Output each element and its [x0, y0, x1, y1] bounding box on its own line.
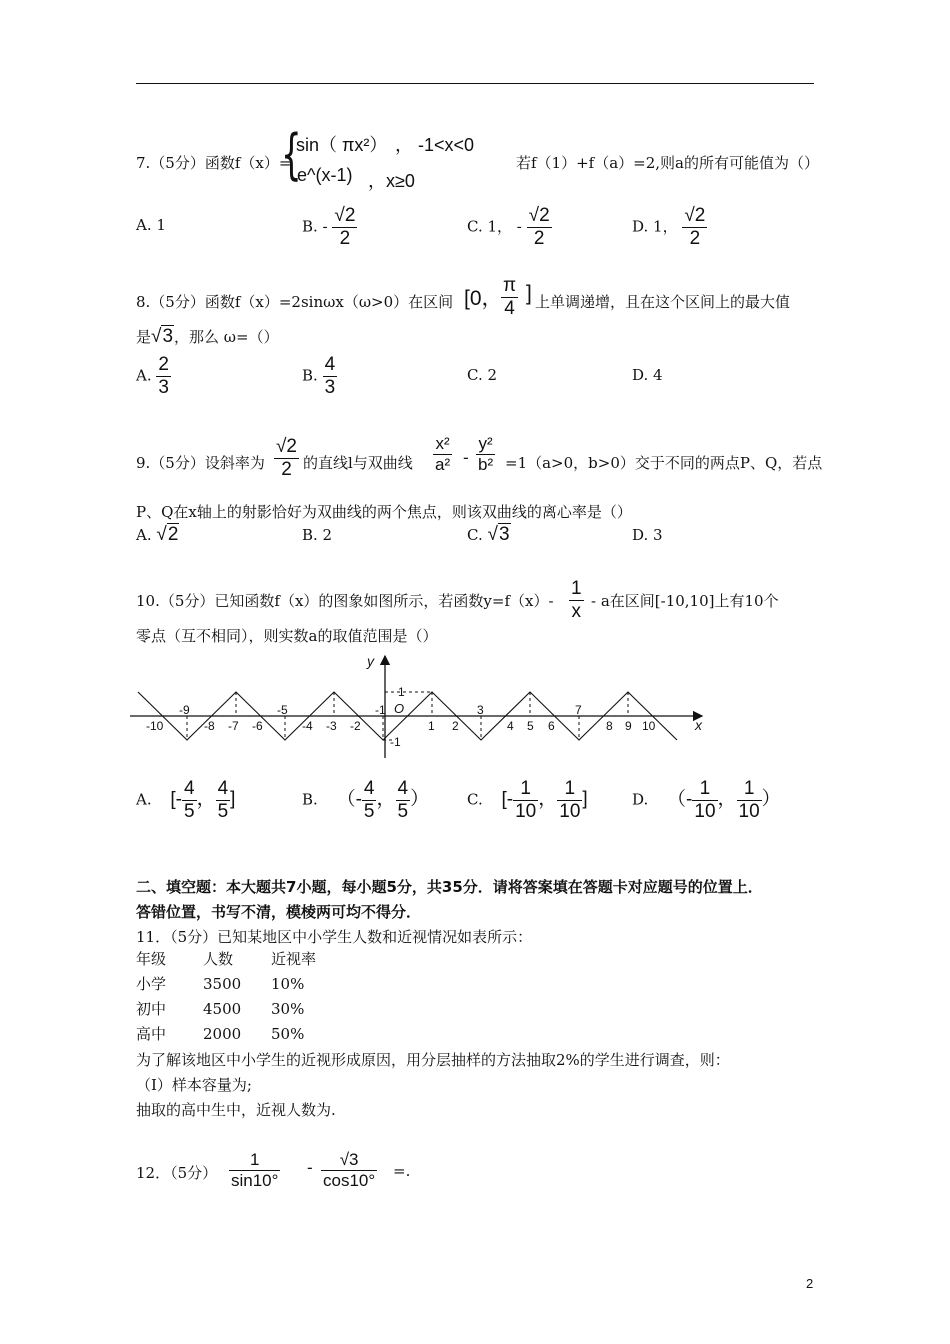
- table-cell: 2000: [203, 1024, 242, 1043]
- denominator: 10: [694, 801, 716, 822]
- table-row: [136, 996, 351, 1021]
- x-axis-label: x: [695, 717, 702, 733]
- bracket: ）: [761, 788, 781, 810]
- q8-interval-right: ]: [526, 282, 532, 305]
- denominator: a²: [435, 455, 451, 474]
- table-row: [136, 1021, 351, 1046]
- tick-label: -10: [146, 719, 164, 733]
- tick-label: 5: [527, 719, 534, 733]
- option-label: B. -: [302, 217, 328, 236]
- separator: ，: [376, 788, 396, 810]
- option-label: B.: [302, 366, 318, 385]
- q7-case1-cond: ， -1<x<0: [395, 135, 475, 155]
- fraction: [527, 205, 552, 250]
- numerator: 1: [520, 778, 531, 799]
- option-label: D. 1，: [632, 217, 678, 236]
- table-header: 近视率: [271, 950, 317, 968]
- table-header-row: [136, 946, 351, 971]
- q8-line2: [136, 326, 279, 348]
- section-2-line2: 答错位置，书写不清，模棱两可均不得分．: [136, 903, 422, 921]
- q10-stem-suffix: - a在区间[-10,10]上有10个: [591, 592, 779, 610]
- table-cell: 小学: [136, 975, 167, 993]
- tick-label: -6: [252, 719, 263, 733]
- fraction: [156, 354, 171, 399]
- denominator: 4: [501, 297, 518, 320]
- tick-label: 6: [548, 719, 555, 733]
- q9-option-d: D. 3: [632, 526, 663, 544]
- q8-option-d: D. 4: [632, 366, 663, 384]
- denominator: x: [569, 600, 584, 623]
- q7-option-d: [632, 205, 707, 250]
- tick-label: 1: [428, 719, 435, 733]
- tick-label: -3: [326, 719, 337, 733]
- numerator: 4: [363, 778, 375, 799]
- fraction: [692, 778, 717, 823]
- q11-stem: 11．（5分）已知某地区中小学生人数和近视情况如表所示：: [136, 928, 533, 946]
- option-label: A.: [136, 526, 152, 544]
- numerator: √2: [528, 205, 550, 226]
- denominator: 2: [274, 458, 299, 481]
- q10-option-d: [632, 778, 781, 823]
- q9-option-c: [467, 524, 511, 546]
- fraction: [323, 354, 338, 399]
- q9-y-fraction: [476, 434, 495, 475]
- numerator: 4: [397, 778, 409, 799]
- tick-label: 7: [575, 703, 582, 717]
- separator: ，: [717, 788, 737, 810]
- numerator: 2: [158, 354, 169, 375]
- q11-line-c: 抽取的高中生中，近视人数为.: [136, 1101, 336, 1119]
- fraction: [216, 778, 231, 823]
- tick-label: -9: [179, 703, 190, 717]
- fraction: [362, 778, 377, 823]
- text: ，那么 ω=（）: [174, 328, 279, 346]
- denominator: sin10°: [231, 1171, 279, 1190]
- table-cell: 3500: [203, 974, 242, 993]
- fraction: [513, 778, 538, 823]
- tick-label: 2: [452, 719, 459, 733]
- table-cell: 4500: [203, 999, 242, 1018]
- q10-stem-prefix: 10.（5分）已知函数f（x）的图象如图所示，若函数y=f（x）-: [136, 592, 554, 610]
- tick-label: -1: [375, 703, 386, 717]
- q12-prefix: 12．（5分）: [136, 1164, 218, 1182]
- numerator: 1: [699, 778, 711, 799]
- q10-graph: [130, 650, 710, 760]
- section-2-line1: 二、填空题：本大题共7小题，每小题5分，共35分．请将答案填在答题卡对应题号的位置上．: [136, 878, 763, 896]
- q7-brace: {: [281, 123, 302, 186]
- denominator: 10: [559, 801, 581, 822]
- q7-stem-prefix: 7.（5分）函数f（x）=: [136, 154, 292, 172]
- q12-fraction-1: [229, 1150, 280, 1191]
- tick-label: -7: [228, 719, 239, 733]
- q9-option-a: [136, 524, 179, 546]
- denominator: 10: [515, 801, 537, 822]
- bracket: [-: [170, 788, 182, 810]
- fraction: [332, 205, 357, 250]
- option-label: C. 1， -: [467, 217, 522, 236]
- denominator: cos10°: [323, 1171, 376, 1190]
- sqrt: √3: [151, 326, 174, 347]
- q10-line2: 零点（互不相同），则实数a的取值范围是（）: [136, 627, 438, 645]
- radicand: 3: [162, 326, 174, 347]
- numerator: √3: [339, 1150, 359, 1169]
- q7-option-b: [302, 205, 357, 250]
- q12-fraction-2: [321, 1150, 377, 1191]
- numerator: 4: [217, 778, 229, 799]
- fraction: [557, 778, 582, 823]
- bracket: ]: [582, 788, 588, 810]
- tick-label: 8: [606, 719, 613, 733]
- y-axis-label: y: [367, 653, 374, 669]
- q11-line-a: 为了解该地区中小学生的近视形成原因，用分层抽样的方法抽取2%的学生进行调查，则：: [136, 1051, 730, 1069]
- tick-label: -2: [350, 719, 361, 733]
- q9-option-b: B. 2: [302, 526, 333, 544]
- sqrt: √2: [156, 524, 179, 545]
- numerator: 4: [324, 354, 336, 375]
- denominator: 5: [397, 801, 409, 822]
- bracket: ]: [230, 788, 236, 810]
- numerator: 1: [743, 778, 755, 799]
- header-rule: [136, 83, 814, 84]
- separator: ，: [538, 788, 558, 810]
- q8-option-b: [302, 354, 337, 399]
- option-label: B.: [302, 790, 318, 809]
- option-label: A.: [136, 790, 152, 809]
- bracket: （-: [336, 788, 362, 810]
- table-cell: 高中: [136, 1025, 167, 1043]
- tick-label: -4: [302, 719, 313, 733]
- numerator: 4: [184, 778, 195, 799]
- numerator: π: [503, 275, 517, 296]
- fraction: [182, 778, 197, 823]
- q8-interval-fraction: [501, 275, 518, 320]
- denominator: 3: [158, 377, 169, 398]
- fraction: [737, 778, 762, 823]
- table-cell: 50%: [271, 1024, 305, 1043]
- q7-case2-expr: e^(x-1): [297, 165, 353, 185]
- sqrt: √3: [487, 524, 510, 545]
- q7-option-c: [467, 205, 552, 250]
- numerator: 1: [571, 578, 582, 599]
- option-label: D.: [632, 790, 649, 809]
- table-cell: 初中: [136, 1000, 167, 1018]
- numerator: 1: [564, 778, 576, 799]
- q10-option-c: [467, 778, 588, 823]
- q12-suffix: =.: [393, 1162, 411, 1180]
- q9-stem-prefix: 9.（5分）设斜率为: [136, 454, 265, 472]
- radicand: 2: [167, 524, 179, 545]
- numerator: x²: [435, 434, 450, 453]
- tick-label: -8: [204, 719, 215, 733]
- q9-x-fraction: [433, 434, 452, 475]
- q11-line-b: （Ⅰ）样本容量为;: [136, 1076, 252, 1094]
- denominator: 2: [527, 227, 552, 250]
- fraction: [682, 205, 707, 250]
- numerator: √2: [334, 205, 356, 226]
- numerator: y²: [478, 434, 493, 453]
- denominator: 10: [738, 801, 760, 822]
- q10-fraction: [569, 578, 584, 623]
- tick-label-minus-1-y: -1: [390, 735, 401, 749]
- q11-table: [136, 946, 351, 1046]
- denominator: 3: [324, 377, 336, 398]
- numerator: 1: [249, 1150, 260, 1169]
- tick-label: 3: [477, 703, 484, 717]
- q9-line2: P、Q在x轴上的射影恰好为双曲线的两个焦点，则该双曲线的离心率是（）: [136, 503, 632, 521]
- numerator: √2: [276, 436, 297, 457]
- q7-option-a: A. 1: [136, 216, 166, 234]
- tick-label: 10: [642, 719, 656, 733]
- option-label: A.: [136, 366, 152, 385]
- q9-slope-fraction: [274, 436, 299, 481]
- q10-option-a: [136, 778, 235, 823]
- denominator: b²: [478, 455, 494, 474]
- bracket: ）: [410, 788, 430, 810]
- tick-label: 4: [507, 719, 514, 733]
- q9-minus: -: [463, 448, 469, 467]
- table-cell: 30%: [271, 999, 305, 1018]
- q7-case2-cond: ，x≥0: [368, 171, 415, 191]
- option-label: C.: [467, 790, 483, 809]
- tick-label: -5: [277, 703, 288, 717]
- q8-stem-prefix: 8.（5分）函数f（x）=2sinωx（ω>0）在区间: [136, 293, 454, 311]
- denominator: 2: [682, 227, 707, 250]
- numerator: √2: [684, 205, 706, 226]
- q8-interval-left: [0，: [464, 287, 503, 310]
- tick-label: 9: [625, 719, 632, 733]
- denominator: 5: [363, 801, 375, 822]
- denominator: 5: [184, 801, 195, 822]
- q8-option-a: [136, 354, 171, 399]
- q8-option-c: C. 2: [467, 366, 498, 384]
- q12-minus: -: [307, 1158, 313, 1177]
- table-header: 人数: [203, 950, 234, 968]
- denominator: 2: [332, 227, 357, 250]
- page-number: 2: [806, 1276, 814, 1291]
- table-cell: 10%: [271, 974, 305, 993]
- q7-case1-expr: sin（ πx²）: [296, 135, 388, 155]
- q9-stem-middle: 的直线l与双曲线: [303, 454, 413, 472]
- q7-stem-suffix: 若f（1）+f（a）=2,则a的所有可能值为（）: [516, 154, 819, 172]
- table-header: 年级: [136, 950, 167, 968]
- text: 是: [136, 328, 152, 346]
- q9-stem-suffix: =1（a>0，b>0）交于不同的两点P、Q，若点: [505, 454, 823, 472]
- separator: ，: [196, 788, 216, 810]
- table-row: [136, 971, 351, 996]
- fraction: [396, 778, 411, 823]
- bracket: （-: [667, 788, 693, 810]
- denominator: 5: [217, 801, 229, 822]
- origin-label: O: [394, 701, 405, 716]
- q10-option-b: [302, 778, 429, 823]
- bracket: [-: [501, 788, 514, 810]
- radicand: 3: [498, 524, 510, 545]
- tick-label-1-y: 1: [398, 685, 405, 699]
- q8-stem-suffix: 上单调递增，且在这个区间上的最大值: [535, 293, 791, 311]
- option-label: C.: [467, 526, 483, 544]
